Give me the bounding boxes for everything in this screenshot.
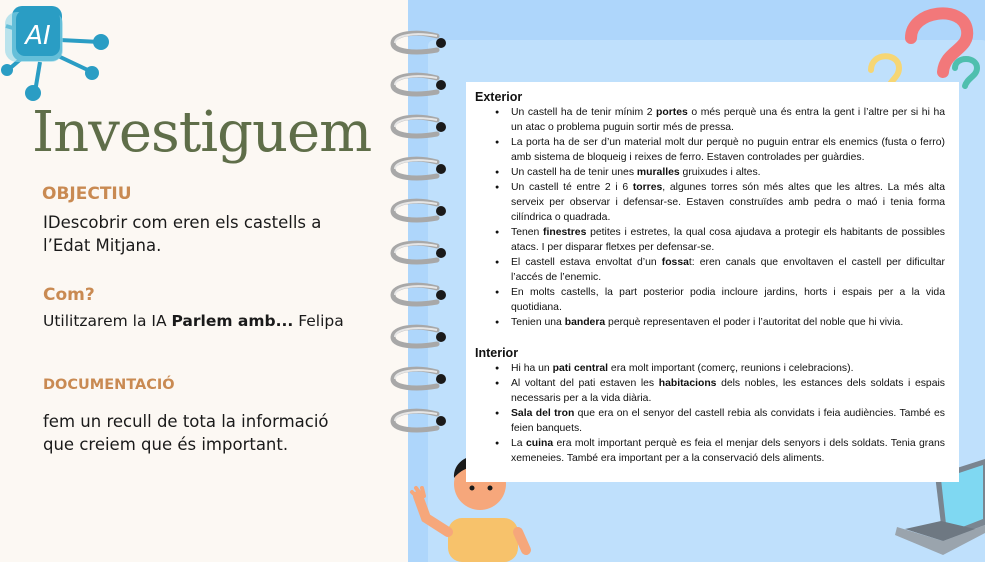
left-panel (0, 0, 408, 562)
spiral-ring-icon (385, 72, 455, 98)
exterior-list-item: ● Tenien una bandera perquè representaven el poder i l’autoritat del noble que hi vivia. (475, 315, 945, 330)
exterior-heading: Exterior (475, 90, 523, 104)
interior-list-item: ● Hi ha un pati central era molt important (comerç, reunions i celebracions). (475, 361, 945, 376)
interior-list-item: ● La cuina era molt important perquè es feia el menjar dels senyors i dels soldats. Tenia grans xemeneies. També era important per a la conservació dels aliments. (475, 436, 945, 466)
exterior-list-item: ● Un castell ha de tenir mínim 2 portes o més perquè una és entra la gent i l’altre per si hi ha un atac o problema puguin sortir més de pressa. (475, 105, 945, 135)
method-text: Utilitzarem la IA Parlem amb... Felipa (43, 312, 344, 330)
exterior-list-item: ● Un castell té entre 2 i 6 torres, algunes torres són més altes que les altres. La més alta serveix per observar i defensar-se. Estaven construïdes amb pedra o maó i tenia forma cilíndrica o quadrada. (475, 180, 945, 225)
spiral-ring-icon (385, 240, 455, 266)
method-tool-name: Parlem amb... (171, 312, 294, 330)
spiral-ring-icon (385, 324, 455, 350)
spiral-ring-icon (385, 114, 455, 140)
exterior-list-item: ● En molts castells, la part posterior podia incloure jardins, horts i espais per a la vida quotidiana. (475, 285, 945, 315)
objective-text: IDescobrir com eren els castells a l’Edat Mitjana. (43, 213, 322, 255)
interior-heading: Interior (475, 346, 519, 360)
objective-heading: OBJECTIU (42, 184, 132, 204)
spiral-ring-icon (385, 30, 455, 56)
spiral-ring-icon (385, 156, 455, 182)
interior-list-item: ● Al voltant del pati estaven les habitacions dels nobles, les estances dels soldats i espais necessaris per a la vida diària. (475, 376, 945, 406)
documentation-text: fem un recull de tota la informació que creiem que és important. (43, 412, 329, 454)
interior-list (475, 361, 945, 466)
spiral-ring-icon (385, 198, 455, 224)
ai-chip-icon (0, 0, 115, 105)
documentation-heading: DOCUMENTACIÓ (43, 377, 175, 393)
exterior-list (475, 105, 945, 330)
exterior-list-item: ● La porta ha de ser d’un material molt dur perquè no puguin entrar els enemics (fusta o ferro) amb sistema de bloqueig i reixes de ferro. Estaven controlades per guàrdies. (475, 135, 945, 165)
exterior-list-item: ● Un castell ha de tenir unes muralles gruixudes i altes. (475, 165, 945, 180)
svg-text:AI: AI (25, 21, 51, 51)
document-content (475, 90, 945, 466)
interior-list-item: ● Sala del tron que era on el senyor del castell rebia als convidats i feia audiències. També es feien banquets. (475, 406, 945, 436)
spiral-ring-icon (385, 282, 455, 308)
exterior-list-item: ● El castell estava envoltat d’un fossat: eren canals que envoltaven el castell per dificultar l’accés de l’enemic. (475, 255, 945, 285)
page-title: Investiguem (32, 100, 372, 165)
spiral-ring-icon (385, 366, 455, 392)
spiral-ring-icon (385, 408, 455, 434)
exterior-list-item: ● Tenen finestres petites i estretes, la qual cosa ajudava a protegir els habitants de possibles atacs. I per disparar fletxes per defensar-se. (475, 225, 945, 255)
method-heading: Com? (43, 285, 95, 305)
